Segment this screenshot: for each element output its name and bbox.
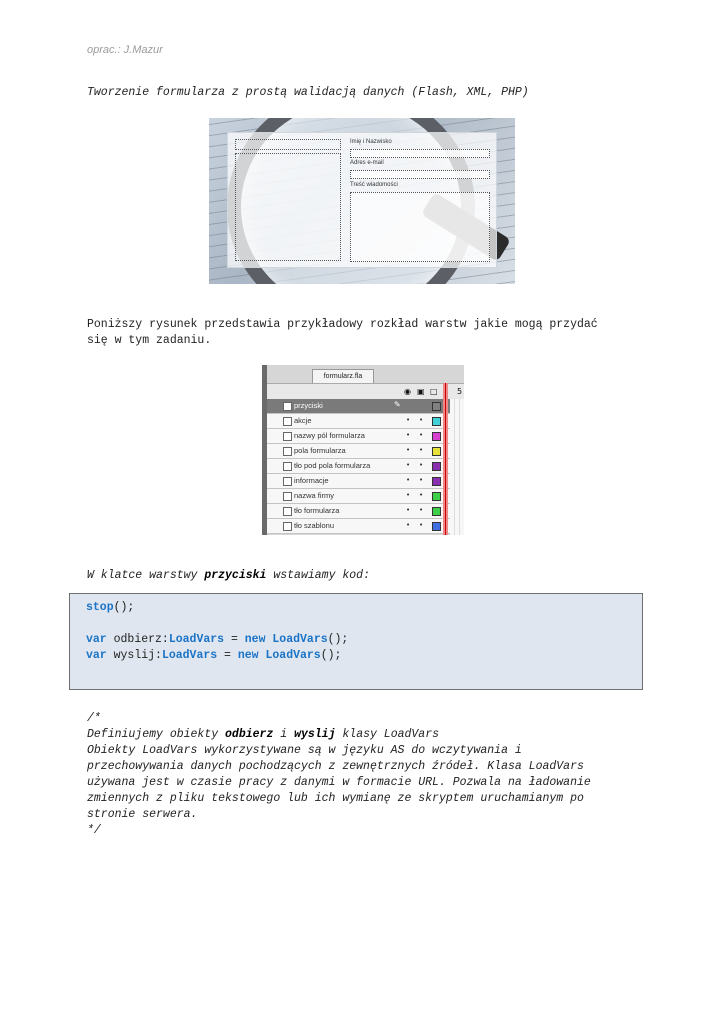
message-label: Treść wiadomości	[350, 182, 398, 188]
lock-dot[interactable]: •	[419, 491, 424, 499]
code-type: LoadVars	[168, 633, 225, 646]
lock-dot[interactable]: •	[419, 431, 424, 439]
name-label: Imię i Nazwisko	[350, 139, 392, 145]
intro-line	[87, 569, 370, 582]
message-field	[350, 192, 490, 262]
code-type: LoadVars	[272, 633, 328, 646]
code-text: ();	[113, 601, 135, 614]
lock-dot[interactable]: •	[419, 476, 424, 484]
layer-icon	[283, 432, 292, 441]
layer-list	[267, 399, 464, 534]
layers-header	[267, 383, 464, 400]
comment-close: */	[87, 824, 101, 837]
comment-text: i	[273, 728, 295, 741]
code-text: ();	[320, 649, 342, 662]
layer-name: tło formularza	[294, 506, 340, 515]
layer-name: akcje	[294, 416, 312, 425]
comment-line-5: zmiennych z pliku tekstowego lub ich wymianę ze skryptem uruchamianym po	[87, 792, 584, 805]
visibility-dot[interactable]: •	[406, 506, 411, 514]
comment-line-2: Obiekty LoadVars wykorzystywane są w języku AS do wczytywania i	[87, 744, 522, 757]
code-keyword: new	[237, 649, 259, 662]
comment-line-6: stronie serwera.	[87, 808, 198, 821]
comment-line-3: przechowywania danych pochodzących z zewnętrznych źródeł. Klasa LoadVars	[87, 760, 584, 773]
comment-line-1	[87, 727, 591, 743]
code-text: wyslij:	[106, 649, 162, 662]
layer-row[interactable]	[267, 489, 464, 504]
form-panel	[227, 132, 497, 268]
code-type: LoadVars	[265, 649, 321, 662]
intro-before: W klatce warstwy	[87, 569, 205, 582]
document-tab: formularz.fla	[312, 369, 374, 384]
comment-text: Definiujemy obiekty	[87, 728, 226, 741]
code-keyword: new	[244, 633, 266, 646]
eye-icon: ◉	[404, 387, 411, 396]
layer-row[interactable]	[267, 399, 464, 414]
outline-icon: □	[430, 387, 438, 396]
layer-color-swatch[interactable]	[432, 417, 441, 426]
layer-color-swatch[interactable]	[432, 447, 441, 456]
code-keyword: var	[86, 633, 107, 646]
lock-dot[interactable]: •	[419, 446, 424, 454]
timeline-frames	[450, 399, 464, 535]
layer-row[interactable]	[267, 504, 464, 519]
visibility-dot[interactable]: •	[406, 476, 411, 484]
layer-row[interactable]	[267, 429, 464, 444]
code-text: =	[217, 649, 238, 662]
form-mockup-image	[209, 118, 515, 284]
layer-name: tło szablonu	[294, 521, 335, 530]
layer-icon	[283, 507, 292, 516]
comment-text: klasy LoadVars	[335, 728, 440, 741]
layer-icon	[283, 447, 292, 456]
intro-after: wstawiamy kod:	[266, 569, 370, 582]
code-type: LoadVars	[161, 649, 218, 662]
layer-color-swatch[interactable]	[432, 402, 441, 411]
comment-bold: odbierz	[225, 728, 274, 741]
paragraph-1-line-2: się w tym zadaniu.	[87, 334, 212, 347]
code-keyword: stop	[86, 601, 114, 614]
layer-row[interactable]	[267, 459, 464, 474]
layer-icon	[283, 477, 292, 486]
layer-row[interactable]	[267, 519, 464, 534]
layer-name: pola formularza	[294, 446, 346, 455]
lock-dot[interactable]: •	[419, 521, 424, 529]
comment-line-4: używana jest w czasie pracy z danymi w formacie URL. Pozwala na ładowanie	[87, 776, 591, 789]
name-field	[350, 149, 490, 158]
pencil-icon: ✎	[394, 400, 401, 409]
flash-layers-panel-image	[262, 365, 464, 535]
layer-name: nazwa firmy	[294, 491, 335, 500]
layer-color-swatch[interactable]	[432, 432, 441, 441]
intro-bold-layer-name: przyciski	[204, 569, 267, 582]
layer-color-swatch[interactable]	[432, 492, 441, 501]
layer-row[interactable]	[267, 414, 464, 429]
layer-row[interactable]	[267, 444, 464, 459]
layer-name: tło pod pola formularza	[294, 461, 371, 470]
layer-icon	[283, 522, 292, 531]
visibility-dot[interactable]: •	[406, 431, 411, 439]
code-line-3	[86, 648, 341, 664]
layer-icon	[283, 417, 292, 426]
comment-bold: wyslij	[294, 728, 336, 741]
code-keyword: var	[86, 649, 107, 662]
comment-block	[87, 711, 591, 839]
layers-panel	[267, 365, 464, 535]
visibility-dot[interactable]: •	[406, 491, 411, 499]
paragraph-1	[87, 317, 598, 349]
code-text: odbierz:	[106, 633, 169, 646]
visibility-dot[interactable]: •	[406, 446, 411, 454]
layer-row[interactable]	[267, 474, 464, 489]
visibility-dot[interactable]: •	[406, 521, 411, 529]
code-block	[69, 593, 643, 690]
visibility-dot[interactable]: •	[406, 416, 411, 424]
logo-placeholder-box	[235, 139, 341, 150]
layer-color-swatch[interactable]	[432, 462, 441, 471]
comment-open: /*	[87, 712, 101, 725]
layer-icon	[283, 402, 292, 411]
frame-number: 5	[457, 387, 463, 396]
layer-name: przyciski	[294, 401, 323, 410]
lock-dot[interactable]: •	[419, 461, 424, 469]
lock-dot[interactable]: •	[419, 416, 424, 424]
info-placeholder-box	[235, 153, 341, 261]
layer-color-swatch[interactable]	[432, 507, 441, 516]
lock-dot[interactable]: •	[419, 506, 424, 514]
layer-name: informacje	[294, 476, 329, 485]
playhead	[443, 383, 448, 535]
code-line-2	[86, 632, 348, 648]
visibility-dot[interactable]: •	[406, 461, 411, 469]
paragraph-1-line-1: Poniższy rysunek przedstawia przykładowy rozkład warstw jakie mogą przydać	[87, 318, 598, 331]
layer-name: nazwy pól formularza	[294, 431, 365, 440]
layer-color-swatch[interactable]	[432, 522, 441, 531]
email-label: Adres e-mail	[350, 160, 384, 166]
code-text	[259, 649, 266, 662]
page-header-author: oprac.: J.Mazur	[87, 44, 163, 56]
lock-icon: ▣	[417, 387, 425, 396]
layer-color-swatch[interactable]	[432, 477, 441, 486]
code-text: =	[224, 633, 245, 646]
document-title: Tworzenie formularza z prostą walidacją danych (Flash, XML, PHP)	[87, 86, 529, 99]
layer-icon	[283, 462, 292, 471]
code-text: ();	[327, 633, 349, 646]
layer-icon	[283, 492, 292, 501]
email-field	[350, 170, 490, 179]
code-line-1	[86, 600, 134, 616]
